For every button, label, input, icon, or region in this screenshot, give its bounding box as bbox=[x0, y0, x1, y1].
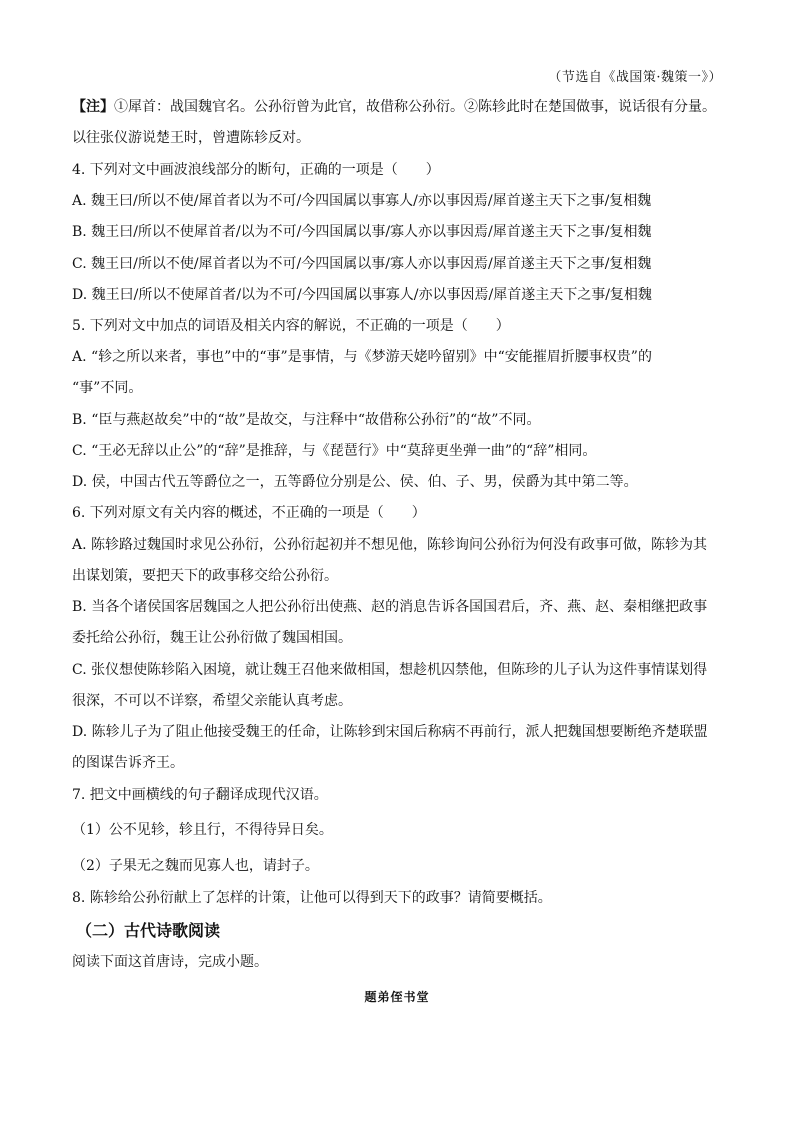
question-6-option-c-line-1: C. 张仪想使陈轸陷入困境，就让魏王召他来做相国，想趁机囚禁他，但陈珍的儿子认为这件事情谋划得 bbox=[72, 662, 708, 678]
question-5-option-a-line-1: A. “轸之所以来者，事也”中的“事”是事情，与《梦游天姥吟留别》中“安能摧眉折腰事权贵”的 bbox=[72, 349, 652, 365]
question-7-sentence-1-text: （1）公不见轸，轸且行，不得待异日矣 bbox=[72, 822, 319, 838]
section-intro: 阅读下面这首唐诗，完成小题。 bbox=[72, 954, 268, 970]
question-5-option-d: D. 侯，中国古代五等爵位之一，五等爵位分别是公、侯、伯、子、男，侯爵为其中第二等。 bbox=[72, 474, 638, 490]
question-5-option-a-line-2: “事”不同。 bbox=[72, 380, 143, 396]
question-4-option-c: C. 魏王曰/所以不使/犀首者以为不可/今四国属以事/寡人亦以事因焉/犀首遂主天下之事/复相魏 bbox=[72, 256, 652, 272]
question-5-option-b: B. “臣与燕赵故矣”中的“故”是故交，与注释中“故借称公孙衍”的“故”不同。 bbox=[72, 412, 541, 428]
question-7-stem: 7. 把文中画横线的句子翻译成现代汉语。 bbox=[72, 787, 328, 803]
note-heading: 【注】 bbox=[72, 99, 114, 115]
source-citation: （节选自《战国策·魏策一》） bbox=[548, 70, 722, 85]
question-6-option-a-line-2: 出谋划策，要把天下的政事移交给公孙衍。 bbox=[72, 568, 338, 584]
note-text-1: ①犀首：战国魏官名。公孙衍曾为此官，故借称公孙衍。②陈轸此时在楚国做事，说话很有分量。 bbox=[114, 99, 716, 115]
poem-title: 题弟侄书堂 bbox=[364, 990, 430, 1004]
question-6-stem: 6. 下列对原文有关内容的概述，不正确的一项是（ ） bbox=[72, 505, 426, 521]
question-6-option-a-line-1: A. 陈轸路过魏国时求见公孙衍，公孙衍起初并不想见他，陈轸询问公孙衍为何没有政事可做，陈轸为其 bbox=[72, 537, 708, 553]
question-6-option-b-line-2: 委托给公孙衍，魏王让公孙衍做了魏国相国。 bbox=[72, 630, 352, 646]
question-5-stem: 5. 下列对文中加点的词语及相关内容的解说，不正确的一项是（ ） bbox=[72, 318, 510, 334]
question-4-option-d: D. 魏王曰/所以不使犀首者/以为不可/今四国属以事寡人/亦以事因焉/犀首遂主天下之事/复相魏 bbox=[72, 287, 652, 303]
section-heading: （二）古代诗歌阅读 bbox=[76, 921, 221, 940]
question-8-stem: 8. 陈轸给公孙衍献上了怎样的计策，让他可以得到天下的政事？请简要概括。 bbox=[72, 890, 552, 906]
question-6-option-b-line-1: B. 当各个诸侯国客居魏国之人把公孙衍出使燕、赵的消息告诉各国国君后，齐、燕、赵、秦相继把政事 bbox=[72, 599, 708, 615]
question-4-stem: 4. 下列对文中画波浪线部分的断句，正确的一项是（ ） bbox=[72, 162, 440, 178]
question-6-option-c-line-2: 很深，不可以不详察，希望父亲能认真考虑。 bbox=[72, 693, 352, 709]
question-7-sentence-2: （2）子果无之魏而见寡人也，请封子。 bbox=[72, 858, 319, 874]
note-line-2: 以往张仪游说楚王时，曾遭陈轸反对。 bbox=[72, 130, 310, 146]
question-6-option-d-line-2: 的图谋告诉齐王。 bbox=[72, 755, 184, 771]
question-7-sentence-1 bbox=[72, 820, 722, 840]
question-4-option-b: B. 魏王曰/所以不使犀首者/以为不可/今四国属以事/寡人亦以事因焉/犀首遂主天下之事/复相魏 bbox=[72, 224, 652, 240]
note-line-1 bbox=[72, 97, 722, 117]
question-7-sentence-1-end: 。 bbox=[318, 822, 333, 838]
question-5-option-c: C. “王必无辞以止公”的“辞”是推辞，与《琵琶行》中“莫辞更坐弹一曲”的“辞”相同。 bbox=[72, 443, 597, 459]
question-4-option-a: A. 魏王曰/所以不使/犀首者以为不可/今四国属以事寡人/亦以事因焉/犀首遂主天下之事/复相魏 bbox=[72, 193, 652, 209]
question-6-option-d-line-1: D. 陈轸儿子为了阻止他接受魏王的任命，让陈轸到宋国后称病不再前行，派人把魏国想要断绝齐楚联盟 bbox=[72, 724, 708, 740]
